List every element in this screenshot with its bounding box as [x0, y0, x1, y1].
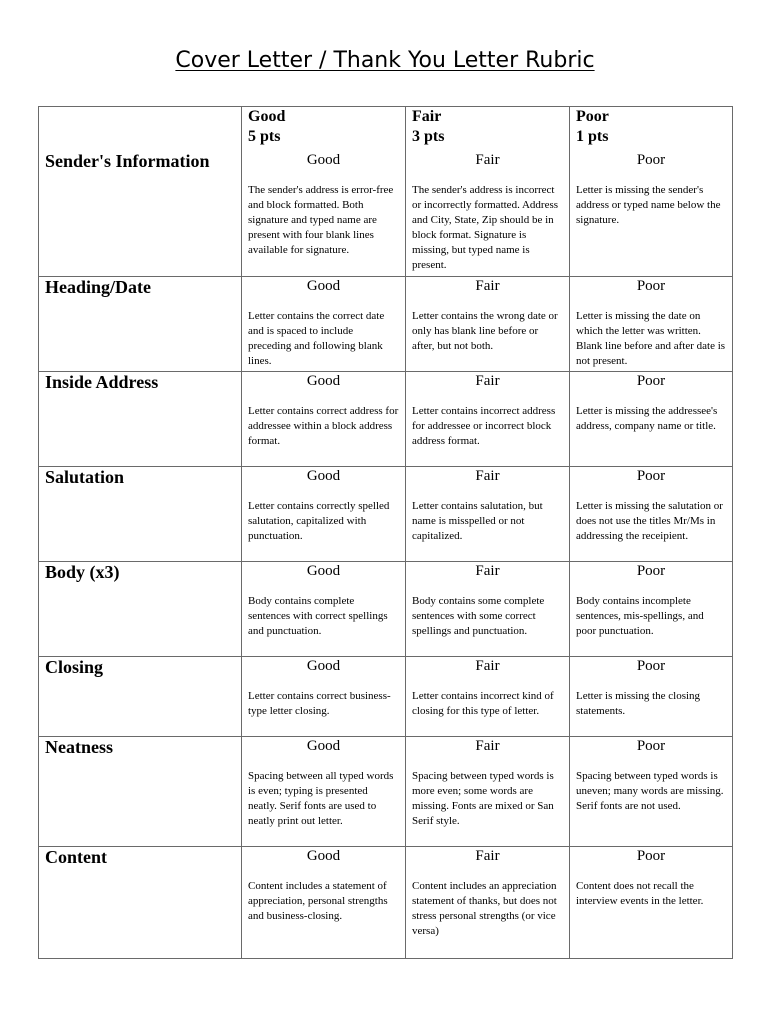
- rating-label: Poor: [636, 562, 666, 579]
- rating-cell: [570, 656, 733, 736]
- rating-label: Fair: [475, 737, 500, 754]
- rating-label: Good: [306, 372, 341, 389]
- header-level-label: Good: [248, 108, 286, 125]
- rating-description: The sender's address is error-free and block formatted. Both signature and typed name are present with four blank lines available for signature.: [248, 184, 394, 256]
- rating-label: Fair: [475, 562, 500, 579]
- criterion-cell: Body (x3): [39, 561, 242, 656]
- rubric-row: [39, 371, 733, 466]
- rating-description: Spacing between all typed words is even; typing is presented neatly. Serif fonts are used to neatly print out letter.: [248, 769, 394, 827]
- rating-description: Content does not recall the interview events in the letter.: [576, 879, 704, 907]
- rating-label: Good: [306, 657, 341, 674]
- rating-description: The sender's address is incorrect or incorrectly formatted. Address and City, State, Zip should be in block format. Signature is missing, but typed name is present.: [412, 184, 559, 271]
- rating-cell: [242, 736, 406, 846]
- criterion-cell: Closing: [39, 656, 242, 736]
- rubric-row: [39, 151, 733, 276]
- rating-label: Fair: [475, 372, 500, 389]
- rating-cell: [406, 276, 570, 371]
- header-fair-cell: [406, 107, 570, 152]
- rating-label: Poor: [636, 372, 666, 389]
- rating-cell: [242, 151, 406, 276]
- rating-label: Poor: [636, 737, 666, 754]
- rating-description: Letter contains salutation, but name is misspelled or not capitalized.: [412, 499, 543, 542]
- rating-label: Fair: [475, 277, 500, 294]
- criterion-cell: Salutation: [39, 466, 242, 561]
- rating-label: Good: [306, 467, 341, 484]
- criterion-cell: Content: [39, 846, 242, 958]
- rating-label: Good: [306, 277, 341, 294]
- rubric-row: [39, 846, 733, 958]
- rating-label: Poor: [636, 152, 666, 168]
- rating-cell: [242, 276, 406, 371]
- header-level-points: 3 pts: [412, 128, 445, 145]
- rating-description: Content includes a statement of appreciation, personal strengths and business-closing.: [248, 879, 388, 922]
- rubric-header-row: [39, 107, 733, 152]
- rating-cell: [406, 151, 570, 276]
- rating-cell: [406, 466, 570, 561]
- rating-cell: [406, 371, 570, 466]
- rating-description: Spacing between typed words is uneven; many words are missing. Serif fonts are not used.: [576, 769, 724, 812]
- rating-label: Fair: [475, 152, 500, 168]
- header-good-cell: [242, 107, 406, 152]
- header-poor-cell: [570, 107, 733, 152]
- rating-label: Good: [306, 737, 341, 754]
- rating-description: Letter contains the wrong date or only has blank line before or after, but not both.: [412, 309, 558, 352]
- rating-description: Letter is missing the salutation or does not use the titles Mr/Ms in addressing the receipient.: [576, 499, 723, 542]
- rubric-row: [39, 656, 733, 736]
- rating-description: Letter contains incorrect kind of closing for this type of letter.: [412, 689, 554, 717]
- rubric-row: [39, 736, 733, 846]
- rating-cell: [570, 466, 733, 561]
- header-level-label: Poor: [576, 108, 609, 125]
- rating-cell: [242, 846, 406, 958]
- rating-cell: [570, 736, 733, 846]
- criterion-cell: Heading/Date: [39, 276, 242, 371]
- rating-cell: [242, 656, 406, 736]
- rating-description: Letter is missing the sender's address or typed name below the signature.: [576, 184, 721, 226]
- rating-description: Letter contains the correct date and is spaced to include preceding and following blank lines.: [248, 309, 385, 367]
- rating-description: Body contains complete sentences with correct spellings and punctuation.: [248, 594, 388, 637]
- rating-cell: [570, 846, 733, 958]
- rating-cell: [406, 656, 570, 736]
- rating-cell: [242, 466, 406, 561]
- rating-label: Good: [306, 847, 341, 864]
- rating-cell: [406, 736, 570, 846]
- rubric-row: [39, 561, 733, 656]
- rating-description: Letter contains incorrect address for addressee or incorrect block address format.: [412, 404, 556, 447]
- rating-cell: [406, 561, 570, 656]
- rubric-row: [39, 276, 733, 371]
- rating-description: Body contains incomplete sentences, mis-spellings, and poor punctuation.: [576, 594, 704, 637]
- rating-label: Fair: [475, 467, 500, 484]
- rating-description: Letter contains correctly spelled salutation, capitalized with punctuation.: [248, 499, 390, 542]
- rating-cell: [570, 151, 733, 276]
- rating-description: Spacing between typed words is more even; some words are missing. Fonts are mixed or San Serif style.: [412, 769, 554, 827]
- criterion-cell: Inside Address: [39, 371, 242, 466]
- rating-description: Body contains some complete sentences with some correct spellings and punctuation.: [412, 594, 545, 637]
- rating-label: Poor: [636, 657, 666, 674]
- rating-description: Letter is missing the addressee's address, company name or title.: [576, 404, 718, 432]
- rating-label: Fair: [475, 657, 500, 674]
- rating-cell: [242, 371, 406, 466]
- rating-label: Good: [306, 152, 341, 168]
- rating-label: Good: [306, 562, 341, 579]
- rating-cell: [406, 846, 570, 958]
- rubric-row: [39, 466, 733, 561]
- rating-cell: [570, 371, 733, 466]
- rating-label: Poor: [636, 467, 666, 484]
- rubric-body: [39, 107, 733, 959]
- rating-description: Content includes an appreciation statement of thanks, but does not stress personal strengths (or vice versa): [412, 879, 557, 937]
- rating-label: Poor: [636, 847, 666, 864]
- criterion-cell: Sender's Information: [39, 151, 242, 276]
- header-level-label: Fair: [412, 108, 442, 125]
- rating-label: Poor: [636, 277, 666, 294]
- rating-description: Letter contains correct business-type letter closing.: [248, 689, 391, 717]
- page-title: Cover Letter / Thank You Letter Rubric: [175, 48, 595, 73]
- header-corner-cell: [39, 107, 242, 152]
- criterion-cell: Neatness: [39, 736, 242, 846]
- header-level-points: 5 pts: [248, 128, 281, 145]
- rating-description: Letter is missing the date on which the letter was written. Blank line before and after date is not present.: [576, 309, 726, 367]
- rating-cell: [242, 561, 406, 656]
- rating-cell: [570, 561, 733, 656]
- rating-cell: [570, 276, 733, 371]
- header-level-points: 1 pts: [576, 128, 609, 145]
- rubric-table: [38, 106, 733, 959]
- rating-label: Fair: [475, 847, 500, 864]
- rating-description: Letter is missing the closing statements.: [576, 689, 701, 717]
- rating-description: Letter contains correct address for addressee within a block address format.: [248, 404, 399, 447]
